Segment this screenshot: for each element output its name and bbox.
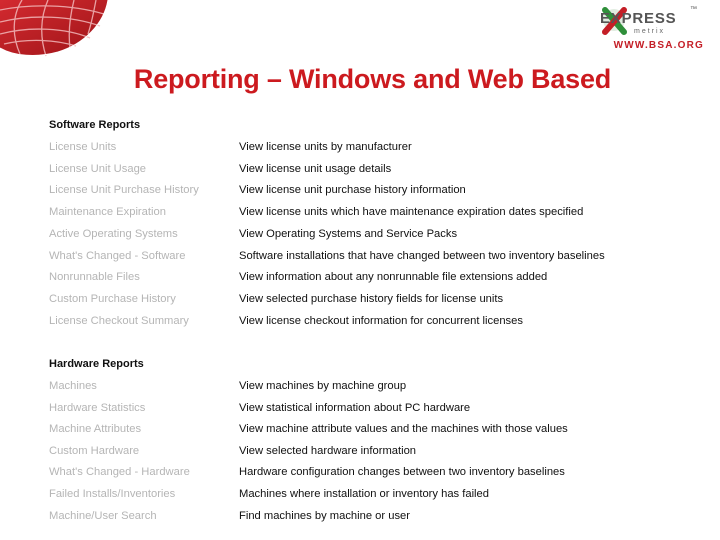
- report-row: [49, 419, 689, 439]
- report-description: View license unit usage details: [239, 162, 392, 175]
- hardware-reports-heading: Hardware Reports: [49, 358, 144, 370]
- report-link[interactable]: Machine Attributes: [49, 423, 142, 436]
- report-row: [49, 462, 689, 482]
- report-description: View selected hardware information: [239, 444, 417, 457]
- report-description: Machines where installation or inventory has failed: [239, 488, 489, 500]
- report-row: [49, 506, 689, 526]
- report-row: [49, 484, 689, 504]
- report-link[interactable]: Machines: [49, 380, 97, 392]
- report-row: [49, 376, 689, 396]
- report-row: [49, 202, 689, 222]
- report-description: Find machines by machine or user: [239, 509, 410, 522]
- report-description: View statistical information about PC hardware: [239, 401, 471, 414]
- report-link[interactable]: Custom Purchase History: [49, 292, 176, 305]
- report-description: View license units by manufacturer: [239, 141, 412, 153]
- software-reports-heading: Software Reports: [49, 119, 141, 131]
- report-row: [49, 441, 689, 461]
- report-row: [49, 180, 689, 200]
- expressmetrix-logo: [594, 6, 704, 40]
- report-description: View machine attribute values and the machines with those values: [239, 423, 568, 436]
- website-url: WWW.BSA.ORG: [613, 40, 704, 51]
- report-link[interactable]: Nonrunnable Files: [49, 271, 140, 284]
- report-link[interactable]: Failed Installs/Inventories: [49, 488, 176, 500]
- report-description: View license units which have maintenance expiration dates specified: [239, 206, 584, 219]
- report-link[interactable]: Custom Hardware: [49, 444, 140, 457]
- report-link[interactable]: License Unit Usage: [49, 162, 147, 175]
- report-description: View selected purchase history fields for license units: [239, 292, 504, 305]
- report-row: [49, 267, 689, 287]
- report-link[interactable]: What's Changed - Hardware: [49, 466, 190, 479]
- report-link[interactable]: Machine/User Search: [49, 509, 157, 522]
- globe-logo-icon: [0, 0, 112, 62]
- report-description: Hardware configuration changes between two inventory baselines: [239, 466, 565, 479]
- report-description: View information about any nonrunnable file extensions added: [239, 271, 548, 284]
- report-row: [49, 289, 689, 309]
- report-link[interactable]: License Units: [49, 141, 117, 153]
- report-description: View license checkout information for concurrent licenses: [239, 314, 523, 327]
- logo-text: EXPRESS: [600, 10, 677, 27]
- report-row: [49, 159, 689, 179]
- trademark-mark: ™: [690, 6, 697, 13]
- report-link[interactable]: Active Operating Systems: [49, 227, 178, 240]
- report-row: [49, 398, 689, 418]
- report-row: [49, 224, 689, 244]
- report-row: [49, 246, 689, 266]
- report-description: View machines by machine group: [239, 380, 407, 392]
- report-link[interactable]: License Unit Purchase History: [49, 184, 199, 197]
- report-description: Software installations that have changed between two inventory baselines: [239, 249, 605, 262]
- report-row: [49, 137, 689, 157]
- report-description: View license unit purchase history information: [239, 184, 466, 197]
- page-title: Reporting – Windows and Web Based: [133, 64, 612, 94]
- report-link[interactable]: Hardware Statistics: [49, 401, 146, 414]
- report-link[interactable]: What's Changed - Software: [49, 249, 186, 262]
- report-description: View Operating Systems and Service Packs: [239, 227, 458, 240]
- logo-subtext: metrix: [634, 28, 666, 35]
- report-link[interactable]: License Checkout Summary: [49, 314, 189, 327]
- report-link[interactable]: Maintenance Expiration: [49, 206, 166, 219]
- header: [0, 0, 720, 62]
- report-row: [49, 311, 689, 331]
